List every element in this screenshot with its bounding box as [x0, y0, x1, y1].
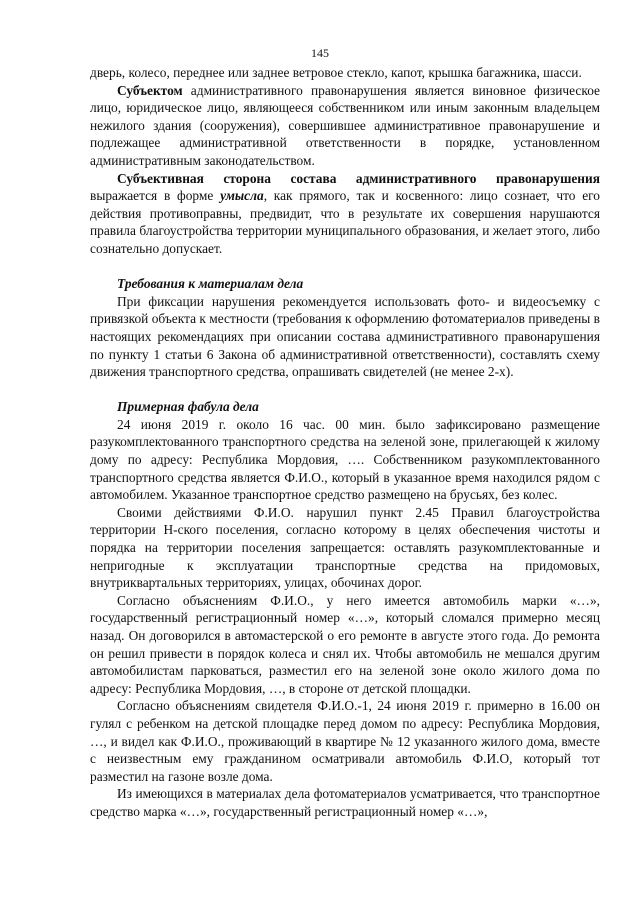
term-subject: Субъектом	[117, 82, 183, 98]
paragraph-subjective-text-2: , как прямого, так и косвенного: лицо сознает, что его действия противоправны, предвидит, что в результате их совершения нарушаются правила благоустройства территории муниципального образования, и желает этого, либо сознательно допускает.	[90, 188, 600, 256]
paragraph-requirements: При фиксации нарушения рекомендуется использовать фото- и видеосъемку с привязкой объекта к местности (требования к оформлению фотоматериалов приведены в настоящих рекомендациях при описании состава административного правонарушения по пункту 1 статьи 6 Закона об административной ответственности), составлять схему движения транспортного средства, опрашивать свидетелей (не менее 2-х).	[90, 293, 600, 380]
paragraph-subjective-side	[90, 170, 600, 258]
paragraph-vehicle-parts: дверь, колесо, переднее или заднее ветровое стекло, капот, крышка багажника, шасси.	[90, 65, 582, 80]
heading-case-fable: Примерная фабула дела	[117, 399, 259, 415]
page-number: 145	[311, 46, 329, 60]
paragraph-fable-violation: Своими действиями Ф.И.О. нарушил пункт 2.45 Правил благоустройства территории Н-ского поселения, согласно которому в целях обеспечения чистоты и порядка на территории поселения запрещается: оставлять разукомплектованные и непригодные к эксплуатации транспортные средства на придомовых, внутриквартальных территориях, улицах, обочинах дорог.	[90, 504, 600, 591]
paragraph-subject-text: административного правонарушения является виновное физическое лицо, юридическое лицо, являющееся собственником или иным законным владельцем нежилого здания (сооружения), совершившее административное правонарушение и подлежащее административной ответственности в порядке, установленном административным законодательством.	[90, 82, 600, 168]
heading-case-requirements: Требования к материалам дела	[117, 276, 304, 292]
paragraph-fable-explanation: Согласно объяснениям Ф.И.О., у него имеется автомобиль марки «…», государственный регистрационный номер «…», который сломался примерно месяц назад. Он договорился в автомастерской о его ремонте в августе этого года. До ремонта он решил привести в порядок колеса и снял их. Чтобы автомобиль не мешался другим автомобилистам парковаться, разместил его на зеленой зоне около жилого дома по адресу: Республика Мордовия, …, в стороне от детской площадки.	[90, 592, 600, 696]
term-intent: умысла	[220, 188, 264, 204]
paragraph-fable-event: 24 июня 2019 г. около 16 час. 00 мин. было зафиксировано размещение разукомплектованного транспортного средства на зеленой зоне, прилегающей к жилому дому по адресу: Республика Мордовия, …. Собственником разукомплектованного транспортного средства является Ф.И.О., который в указанное время находился рядом с автомобилем. Указанное транспортное средство размещено на брусьях, без колес.	[90, 416, 600, 503]
paragraph-fable-photos: Из имеющихся в материалах дела фотоматериалов усматривается, что транспортное средство марка «…», государственный регистрационный номер «…»,	[90, 786, 600, 819]
paragraph-fable-witness: Согласно объяснениям свидетеля Ф.И.О.-1, 24 июня 2019 г. примерно в 16.00 он гулял с ребенком на детской площадке перед домом по адресу: Республика Мордовия, …, и видел как Ф.И.О., проживающий в квартире № 12 указанного жилого дома, вместе с неизвестным ему гражданином осматривали автомобиль Ф.И.О, который тот разместил на газоне возле дома.	[90, 698, 600, 784]
term-subjective-side: Субъективная сторона состава административного правонарушения	[117, 170, 600, 186]
paragraph-subjective-text-1: выражается в форме	[90, 188, 221, 204]
page-body	[90, 64, 600, 821]
paragraph-subject	[90, 82, 600, 170]
